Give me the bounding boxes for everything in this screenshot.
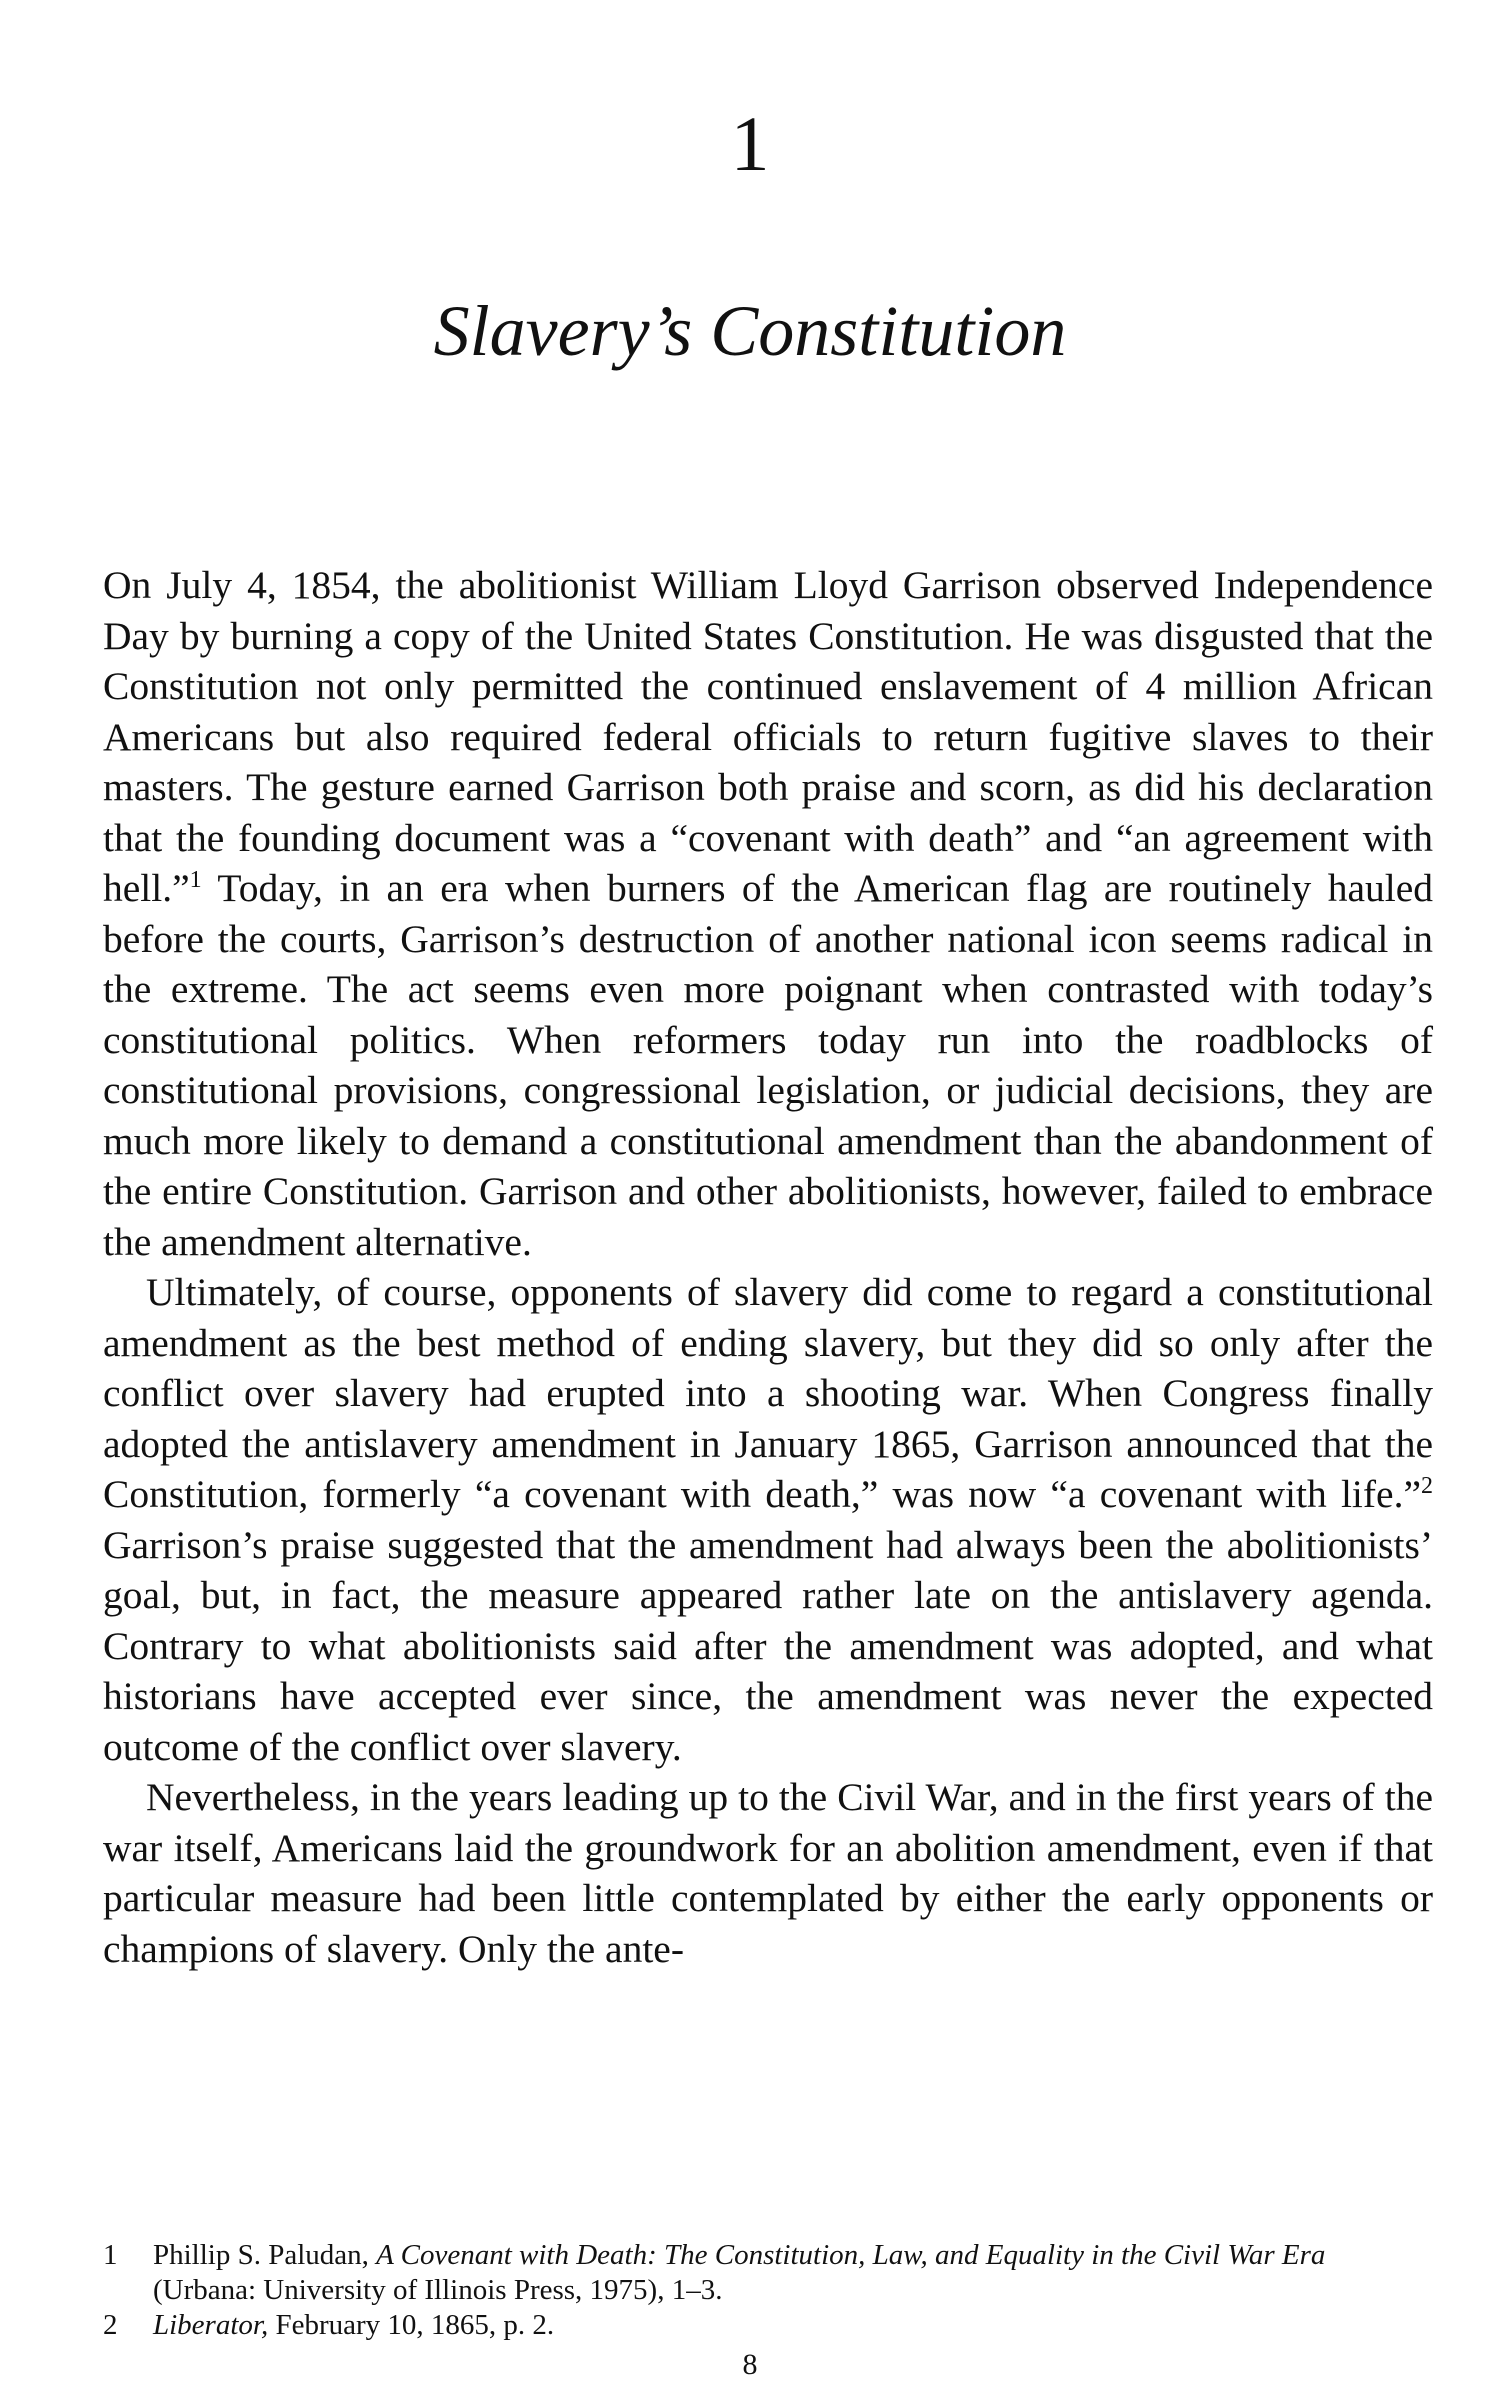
paragraph-2-text: Ultimately, of course, opponents of slavery did come to regard a constitutional amendment as the best method of ending slavery, but they did so only after the conflict over slavery had erupted into a shooting war. When Congress finally adopted the antislavery amendment in January 1865, Garrison announced that the Constitution, formerly “a covenant with death,” was now “a covenant with life.” [103,1270,1433,1516]
footnote-number: 1 [103,2239,118,2271]
footnote-book-title: Liberator, [153,2309,269,2341]
paragraph-3: Nevertheless, in the years leading up to the Civil War, and in the first years of the war itself, Americans laid the groundwork for an abolition amendment, even if that particular measure had been little contemplated by either the early opponents or champions of slavery. Only the ante- [103,1775,1433,1971]
footnote-book-title: A Covenant with Death: The Constitution, Law, and Equality in the Civil War Era [376,2239,1326,2271]
footnote-ref-2: 2 [1421,1473,1433,1499]
chapter-title: Slavery’s Constitution [433,291,1067,371]
page-number: 8 [742,2348,758,2381]
paragraph-1-text-rest: Today, in an era when burners of the American flag are routinely hauled before the courts, Garrison’s destruction of another national icon seems radical in the extreme. The act seems even more poignant when contrasted with today’s constitutional politics. When reformers today run into the roadblocks of constitutional provisions, congressional legislation, or judicial decisions, they are much more likely to demand a constitutional amendment than the abandonment of the entire Constitution. Garrison and other abolitionists, however, failed to embrace the amendment alternative. [103,866,1433,1264]
footnote-2 [103,2308,1433,2343]
paragraph-1-text: On July 4, 1854, the abolitionist William Lloyd Garrison observed Independence Day by burning a copy of the United States Constitution. He was disgusted that the Constitution not only permitted the continued enslavement of 4 million African Americans but also required federal officials to return fugitive slaves to their masters. The gesture earned Garrison both praise and scorn, as did his declaration that the founding document was a “covenant with death” and “an agreement with hell.” [103,563,1433,910]
footnote-text [153,2238,1433,2308]
footnote-ref-1: 1 [189,867,202,893]
body-text [103,560,1433,1974]
footnotes [103,2238,1433,2343]
paragraph-2 [103,1267,1433,1772]
footnote-text [153,2308,1433,2343]
footnote-author: Phillip S. Paludan, [153,2239,377,2271]
footnote-citation: February 10, 1865, p. 2. [268,2309,555,2341]
chapter-number: 1 [730,100,770,187]
footnote-citation: (Urbana: University of Illinois Press, 1975), 1–3. [153,2274,723,2306]
paragraph-2-text-rest: Garrison’s praise suggested that the amendment had always been the abolitionists’ goal, but, in fact, the measure appeared rather late on the antislavery agenda. Contrary to what abolitionists said after the amendment was adopted, and what historians have accepted ever since, the amendment was never the expected outcome of the conflict over slavery. [103,1522,1433,1769]
footnote-1 [103,2238,1433,2308]
paragraph-1 [103,560,1433,1267]
footnote-number: 2 [103,2309,118,2341]
